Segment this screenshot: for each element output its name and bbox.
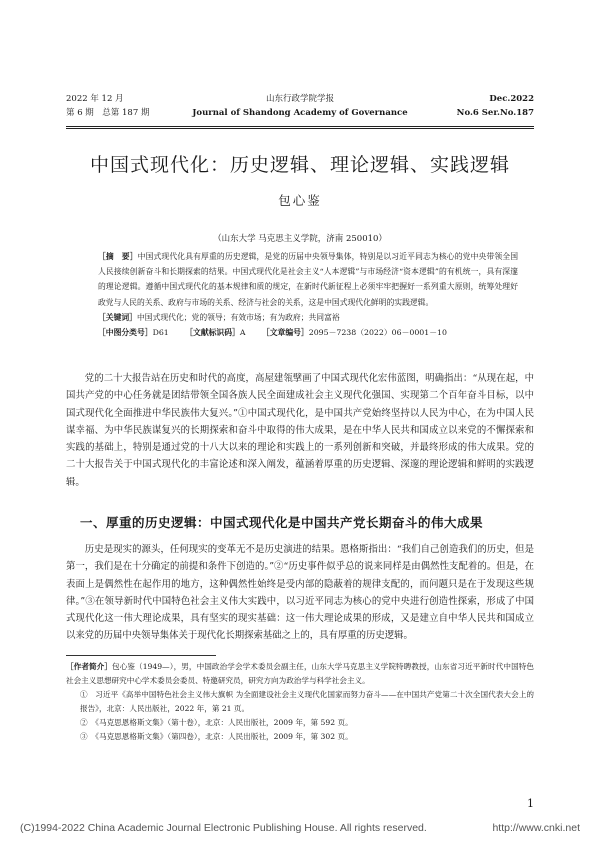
doc-code: [185, 325, 245, 340]
author-note-text: 包心鉴（1949—），男，中国政治学会学术委员会副主任，山东大学马克思主义学院特聘教授，山东省习近平新时代中国特色社会主义思想研究中心学术委员会委员、特邀研究员，研究方向为政治学与科学社会主义。: [66, 662, 534, 685]
abstract-text: 中国式现代化具有厚重的历史逻辑，是党的历届中央领导集体，特别是以习近平同志为核心的党中央带领全国人民接续创新奋斗和长期探索的结果。中国式现代化是社会主义“人本逻辑”与市场经济“资本逻辑”的有机统一，具有深邃的理论逻辑。遵循中国式现代化的基本规律和质的规定，在新时代新征程上必须牢牢把握好一系列重大原则，统筹处理好政党与人民的关系、政府与市场的关系、经济与社会的关系，这是中国式现代化鲜明的实践逻辑。: [98, 252, 519, 307]
keywords-label: ［关键词］: [98, 312, 137, 322]
keywords-text: 中国式现代化；党的领导；有效市场；有为政府；共同富裕: [136, 312, 340, 322]
classification-row: [98, 325, 518, 340]
footnote-rule: [66, 655, 216, 656]
author-note: [66, 660, 534, 688]
header-rule: [66, 126, 534, 127]
abstract-label: ［摘 要］: [98, 252, 138, 261]
header-rule-double: [66, 128, 534, 129]
header-issue: 第 6 期 总第 187 期: [66, 108, 150, 118]
header-series-en: No.6 Ser.No.187: [456, 108, 534, 118]
doc-value: A: [239, 328, 246, 338]
article-number-value: 2095－7238（2022）06－0001－10: [308, 328, 447, 338]
keywords: [98, 310, 518, 325]
article-title: 中国式现代化：历史逻辑、理论逻辑、实践逻辑: [89, 154, 510, 176]
running-header: [66, 92, 534, 128]
intro-paragraph: 党的二十大报告站在历史和时代的高度，高屋建瓴擘画了中国式现代化宏伟蓝图，明确指出：“从现在起，中国共产党的中心任务就是团结带领全国各族人民全面建成社会主义现代化强国、实现第二个百年奋斗目标，以中国式现代化全面推进中华民族伟大复兴。”①中国式现代化，是中国共产党始终坚持以人民为中心，在为中国人民谋幸福、为中华民族谋复兴的长期探索和奋斗中取得的伟大成果，是在中华人民共和国成立以来党的不懈探索和实践的基础上，特别是通过党的十八大以来的理论和实践上的一系列创新和突破，并最终形成的伟大成果。党的二十大报告关于中国式现代化的丰富论述和深入阐发，蕴涵着厚重的历史逻辑、深邃的理论逻辑和鲜明的实践逻辑。: [66, 373, 534, 488]
abstract-block: [98, 249, 518, 340]
footnotes: [66, 660, 534, 744]
article-author: 包心鉴: [278, 193, 322, 208]
author-note-label: ［作者简介］: [66, 662, 113, 671]
author-affiliation: （山东大学 马克思主义学院，济南 250010）: [213, 234, 387, 244]
article-number-label: ［文章编号］: [261, 328, 309, 338]
header-journal-en: Journal of Shandong Academy of Governance: [192, 108, 408, 118]
header-date: 2022 年 12 月: [66, 94, 124, 104]
section-paragraph: 历史是现实的源头，任何现实的变革无不是历史演进的结果。恩格斯指出：“我们自己创造我们的历史，但是第一，我们是在十分确定的前提和条件下创造的。”②“历史事件似乎总的说来同样是由偶然性支配着的。但是，在表面上是偶然性在起作用的地方，这种偶然性始终是受内部的隐蔽着的规律支配的，而问题只是在于发现这些规律。”③在领导新时代中国特色社会主义伟大实践中，以习近平同志为核心的党中央进行创造性探索，形成了中国式现代化这一伟大理论成果，具有坚实的现实基础：这一伟大理论成果的形成，又是建立自中华人民共和国成立以来党的历届中央领导集体关于现代化长期探索基础之上的，具有厚重的历史逻辑。: [66, 544, 534, 642]
clc-label: ［中图分类号］: [98, 328, 153, 338]
footnote-item: ③ 《马克思恩格斯文集》（第四卷），北京：人民出版社，2009 年，第 302 页。: [80, 732, 353, 741]
header-issue-en: [457, 92, 534, 120]
doc-label: ［文献标识码］: [185, 328, 240, 338]
footnote-item: ② 《马克思恩格斯文集》（第十卷），北京：人民出版社，2009 年，第 592 页。: [80, 718, 353, 727]
footnote-item: ① 习近平《高举中国特色社会主义伟大旗帜 为全面建设社会主义现代化国家而努力奋斗——在中国共产党第二十次全国代表大会上的报告》，北京：人民出版社，2022 年，第 21 页。: [80, 690, 534, 713]
clc-code: [98, 325, 169, 340]
article-number: [262, 325, 447, 340]
copyright-footer: [20, 822, 580, 834]
header-date-en: Dec.2022: [489, 94, 534, 104]
copyright-text: (C)1994-2022 China Academic Journal Electronic Publishing House. All rights reserved.: [20, 822, 427, 834]
section-heading: 一、厚重的历史逻辑：中国式现代化是中国共产党长期奋斗的伟大成果: [80, 515, 484, 530]
header-journal-cn: 山东行政学院学报: [265, 94, 334, 104]
cnki-link[interactable]: http://www.cnki.net: [492, 822, 580, 834]
clc-value: D61: [152, 328, 169, 338]
page-number: 1: [527, 797, 534, 810]
abstract: [98, 249, 518, 310]
